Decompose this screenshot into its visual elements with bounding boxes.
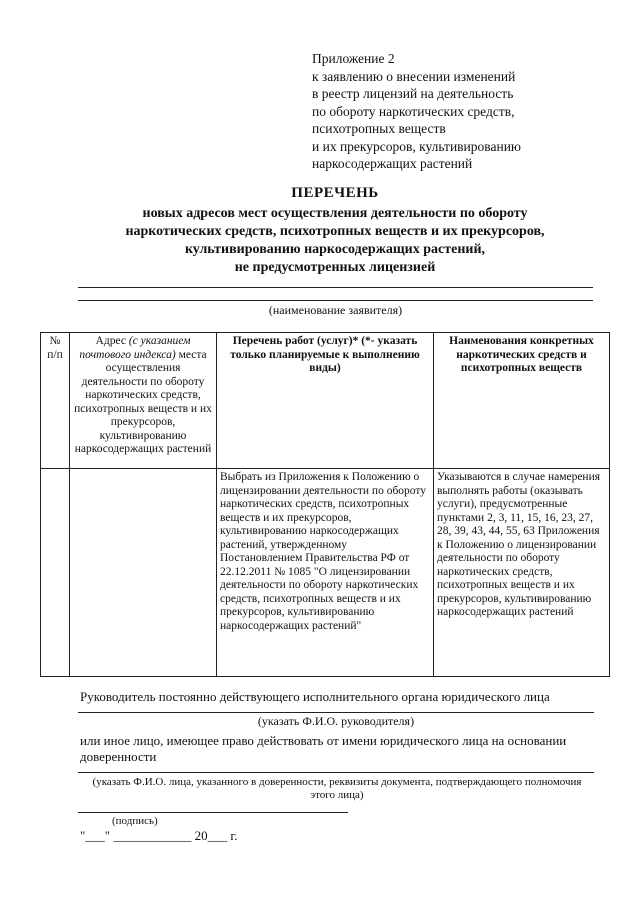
addresses-table [40, 332, 610, 677]
appendix-line: наркосодержащих растений [312, 156, 473, 171]
head-label: Руководитель постоянно действующего исполнительного органа юридического лица [80, 689, 550, 704]
cell-works: Выбрать из Приложения к Положению о лицензировании деятельности по обороту наркотических средств, психотропных веществ и их прекурсоров, культивированию наркосодержащих растений, утвержденному Постановлением Правительства РФ от 22.12.2011 № 1085 "О лицензировании деятельности по обороту наркотических средств, психотропных веществ и их прекурсоров, культивированию наркосодержащих растений" [217, 469, 434, 677]
proxy-line[interactable] [78, 772, 594, 773]
table-row [41, 469, 610, 677]
header-substances: Наименования конкретных наркотических средств и психотропных веществ [434, 333, 610, 469]
head-name-line[interactable] [78, 712, 594, 713]
title-line: культивированию наркосодержащих растений, [184, 242, 486, 257]
cell-number[interactable] [41, 469, 70, 677]
applicant-line-2[interactable] [78, 300, 593, 301]
title-line: наркотических средств, психотропных веществ и их прекурсоров, [125, 224, 545, 239]
header-address-italic: (с указанием почтового индекса) [79, 335, 191, 361]
signature-line[interactable] [78, 812, 348, 813]
date-field[interactable]: "___" ____________ 20___ г. [80, 828, 238, 843]
appendix-line: в реестр лицензий на деятельность [312, 86, 514, 101]
appendix-note [312, 50, 612, 173]
applicant-line-1[interactable] [78, 287, 593, 288]
appendix-line: психотропных веществ [312, 121, 446, 136]
header-address [70, 333, 217, 469]
title-line: не предусмотренных лицензией [234, 260, 436, 275]
appendix-line: к заявлению о внесении изменений [312, 68, 516, 84]
header-number: № п/п [41, 333, 70, 469]
title-line: новых адресов мест осуществления деятельности по обороту [142, 206, 528, 221]
header-works: Перечень работ (услуг)* (*- указать только планируемые к выполнению виды) [217, 333, 434, 469]
document-title [40, 205, 630, 277]
or-label: или иное лицо, имеющее право действовать от имени юридического лица на основании доверенности [80, 733, 567, 764]
appendix-line: и их прекурсоров, культивированию [312, 138, 521, 154]
cell-address[interactable] [70, 469, 217, 677]
appendix-line: по обороту наркотических средств, [312, 103, 515, 119]
proxy-caption: (указать Ф.И.О. лица, указанного в доверенности, реквизиты документа, подтверждающего полномочия этого лица) [92, 776, 582, 801]
header-address-suffix: места осуществления деятельности по обороту наркотических средств, психотропных веществ и их прекурсоров, культивированию наркосодержащих растений [74, 348, 212, 455]
signature-caption: (подпись) [112, 815, 158, 827]
header-address-prefix: Адрес [95, 335, 129, 347]
cell-substances: Указываются в случае намерения выполнять работы (оказывать услуги), предусмотренные пунктами 2, 3, 11, 15, 16, 23, 27, 28, 39, 43, 44, 55, 63 Приложения к Положению о лицензировании деятельности по обороту наркотических средств, психотропных веществ и их прекурсоров, культивированию наркосодержащих растений [434, 469, 610, 677]
head-caption: (указать Ф.И.О. руководителя) [257, 714, 415, 728]
table-header-row [41, 333, 610, 469]
document-heading: ПЕРЕЧЕНЬ [291, 185, 379, 201]
applicant-caption: (наименование заявителя) [268, 303, 403, 317]
appendix-line: Приложение 2 [312, 51, 395, 66]
